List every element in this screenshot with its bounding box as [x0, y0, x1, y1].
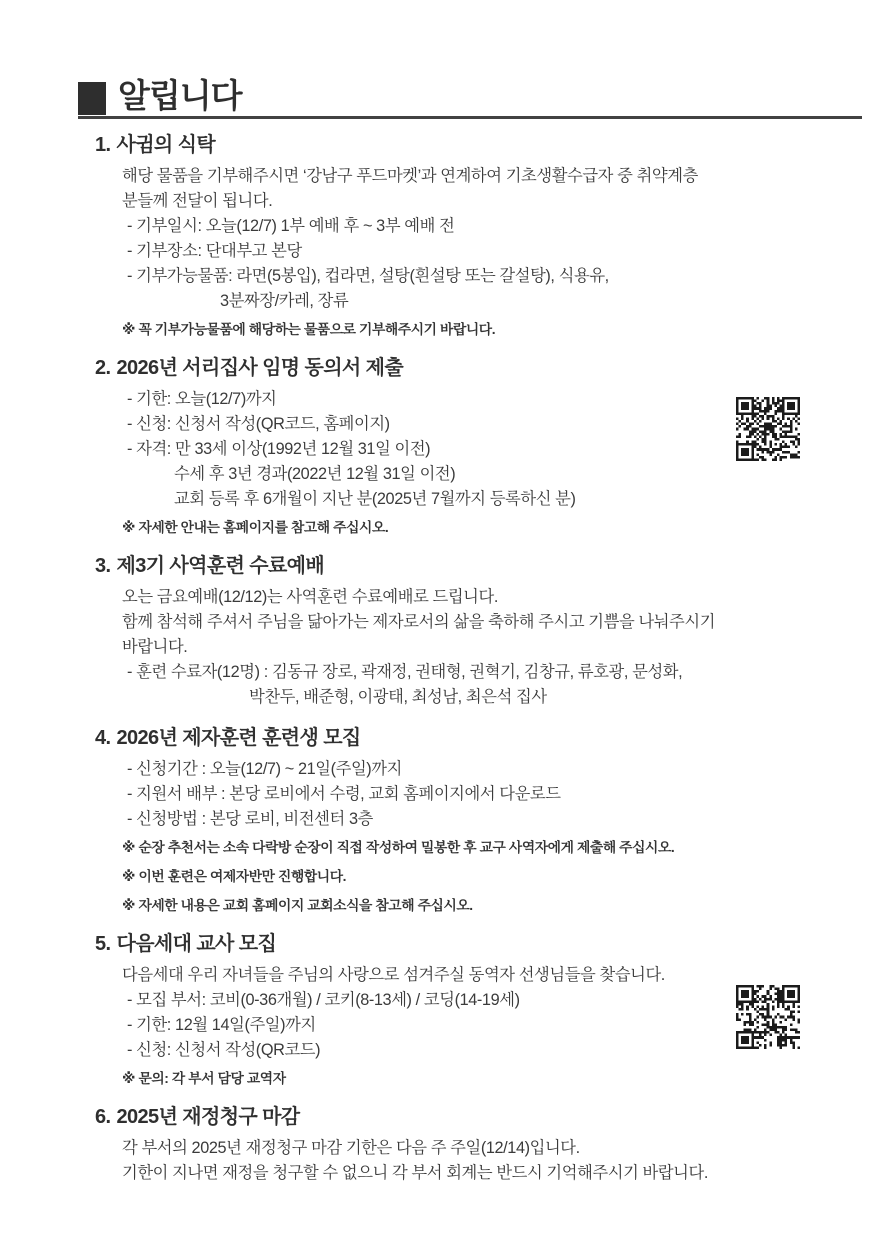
text-line: 기한이 지나면 재정을 청구할 수 없으니 각 부서 회계는 반드시 기억해주시기 바랍니다.	[122, 1164, 708, 1182]
text-line: 함께 참석해 주셔서 주님을 닮아가는 제자로서의 삶을 축하해 주시고 기쁨을 나눠주시기	[122, 613, 716, 631]
section-title-text: 다음세대 교사 모집	[116, 933, 277, 955]
detail-line: - 신청방법 : 본당 로비, 비전센터 3층	[127, 810, 373, 828]
section-discipleship-recruit	[95, 727, 862, 916]
section-title	[95, 555, 862, 578]
section-number: 6.	[95, 1106, 111, 1128]
section-number: 5.	[95, 933, 111, 955]
note-line: ※ 자세한 안내는 홈페이지를 참고해 주십시오.	[122, 520, 389, 535]
note-line: ※ 문의: 각 부서 담당 교역자	[122, 1071, 286, 1086]
detail-continuation-line: 박찬두, 배준형, 이광태, 최성남, 최은석 집사	[249, 688, 547, 706]
detail-line: - 모집 부서: 코비(0-36개월) / 코키(8-13세) / 코딩(14-19세)	[127, 991, 520, 1009]
section-title	[95, 1106, 862, 1129]
section-number: 1.	[95, 134, 111, 156]
page-header	[78, 78, 862, 119]
section-title-text: 2026년 제자훈련 훈련생 모집	[116, 727, 361, 749]
section-title	[95, 727, 862, 750]
section-number: 2.	[95, 357, 111, 379]
section-fellowship-table	[95, 134, 862, 340]
black-square-icon	[78, 82, 106, 115]
note-line: ※ 이번 훈련은 여제자반만 진행합니다.	[122, 869, 347, 884]
section-title	[95, 933, 862, 956]
text-line: 분들께 전달이 됩니다.	[122, 192, 273, 210]
text-line: 각 부서의 2025년 재정청구 마감 기한은 다음 주 주일(12/14)입니다.	[122, 1139, 580, 1157]
announcements-list	[78, 134, 862, 1186]
qr-code-icon	[736, 985, 800, 1049]
text-line: 바랍니다.	[122, 638, 188, 656]
note-line: ※ 꼭 기부가능물품에 해당하는 물품으로 기부해주시기 바랍니다.	[122, 322, 496, 337]
detail-continuation-line: 교회 등록 후 6개월이 지난 분(2025년 7월까지 등록하신 분)	[174, 490, 576, 508]
section-title-text: 2025년 재정청구 마감	[116, 1106, 300, 1128]
section-number: 4.	[95, 727, 111, 749]
detail-line: - 신청: 신청서 작성(QR코드, 홈페이지)	[127, 415, 390, 433]
detail-continuation-line: 수세 후 3년 경과(2022년 12월 31일 이전)	[174, 465, 456, 483]
qr-code-icon	[736, 397, 800, 461]
section-title	[95, 357, 862, 380]
section-number: 3.	[95, 555, 111, 577]
section-ministry-training-worship	[95, 555, 862, 710]
detail-line: - 기부장소: 단대부고 본당	[127, 242, 302, 260]
section-title-text: 제3기 사역훈련 수료예배	[116, 555, 325, 577]
text-line: 오는 금요예배(12/12)는 사역훈련 수료예배로 드립니다.	[122, 588, 498, 606]
detail-line: - 기부가능물품: 라면(5봉입), 컵라면, 설탕(흰설탕 또는 갈설탕), 식용유,	[127, 267, 609, 285]
text-line: 해당 물품을 기부해주시면 ‘강남구 푸드마켓’과 연계하여 기초생활수급자 중 취약계층	[122, 167, 698, 185]
detail-line: - 기부일시: 오늘(12/7) 1부 예배 후 ~ 3부 예배 전	[127, 217, 455, 235]
text-line: 다음세대 우리 자녀들을 주님의 사랑으로 섬겨주실 동역자 선생님들을 찾습니다.	[122, 966, 665, 984]
detail-line: - 신청기간 : 오늘(12/7) ~ 21일(주일)까지	[127, 760, 402, 778]
note-line: ※ 자세한 내용은 교회 홈페이지 교회소식을 참고해 주십시오.	[122, 898, 473, 913]
section-deacon-consent	[95, 357, 862, 538]
header-divider	[78, 116, 862, 119]
detail-line: - 기한: 오늘(12/7)까지	[127, 390, 277, 408]
detail-line: - 자격: 만 33세 이상(1992년 12월 31일 이전)	[127, 440, 431, 458]
note-line: ※ 순장 추천서는 소속 다락방 순장이 직접 작성하여 밀봉한 후 교구 사역자에게 제출해 주십시오.	[122, 840, 675, 855]
detail-continuation-line: 3분짜장/카레, 장류	[220, 292, 349, 310]
section-nextgen-teacher-recruit	[95, 933, 862, 1089]
section-title-text: 사귐의 식탁	[116, 134, 216, 156]
detail-line: - 신청: 신청서 작성(QR코드)	[127, 1041, 321, 1059]
detail-line: - 기한: 12월 14일(주일)까지	[127, 1016, 316, 1034]
detail-line: - 훈련 수료자(12명) : 김동규 장로, 곽재정, 권태형, 권혁기, 김창규, 류호광, 문성화,	[127, 663, 683, 681]
section-title-text: 2026년 서리집사 임명 동의서 제출	[116, 357, 404, 379]
detail-line: - 지원서 배부 : 본당 로비에서 수령, 교회 홈페이지에서 다운로드	[127, 785, 561, 803]
section-2025-budget-deadline	[95, 1106, 862, 1186]
section-title	[95, 134, 862, 157]
page-title: 알립니다	[118, 77, 242, 114]
